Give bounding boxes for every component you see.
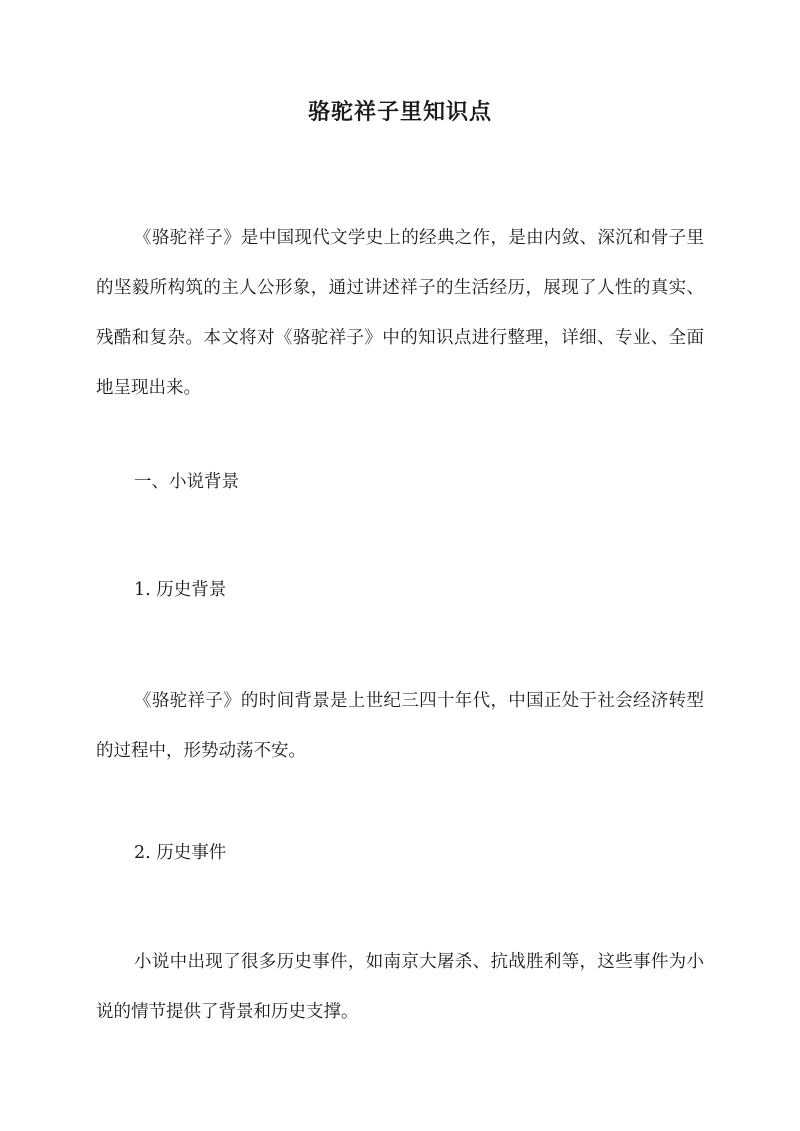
section-heading-background: 一、小说背景 — [134, 472, 239, 492]
subheading-historical-background: 1. 历史背景 — [134, 580, 227, 600]
historical-background-paragraph: 《骆驼祥子》的时间背景是上世纪三四十年代，中国正处于社会经济转型的过程中，形势动荡不安。 — [96, 691, 704, 761]
document-title: 骆驼祥子里知识点 — [307, 99, 492, 125]
intro-paragraph: 《骆驼祥子》是中国现代文学史上的经典之作，是由内敛、深沉和骨子里的坚毅所构筑的主人公形象，通过讲述祥子的生活经历，展现了人性的真实、残酷和复杂。本文将对《骆驼祥子》中的知识点进行整理，详细、专业、全面地呈现出来。 — [96, 228, 704, 398]
historical-events-paragraph: 小说中出现了很多历史事件，如南京大屠杀、抗战胜利等，这些事件为小说的情节提供了背景和历史支撑。 — [96, 952, 704, 1022]
subheading-historical-events: 2. 历史事件 — [134, 843, 227, 863]
